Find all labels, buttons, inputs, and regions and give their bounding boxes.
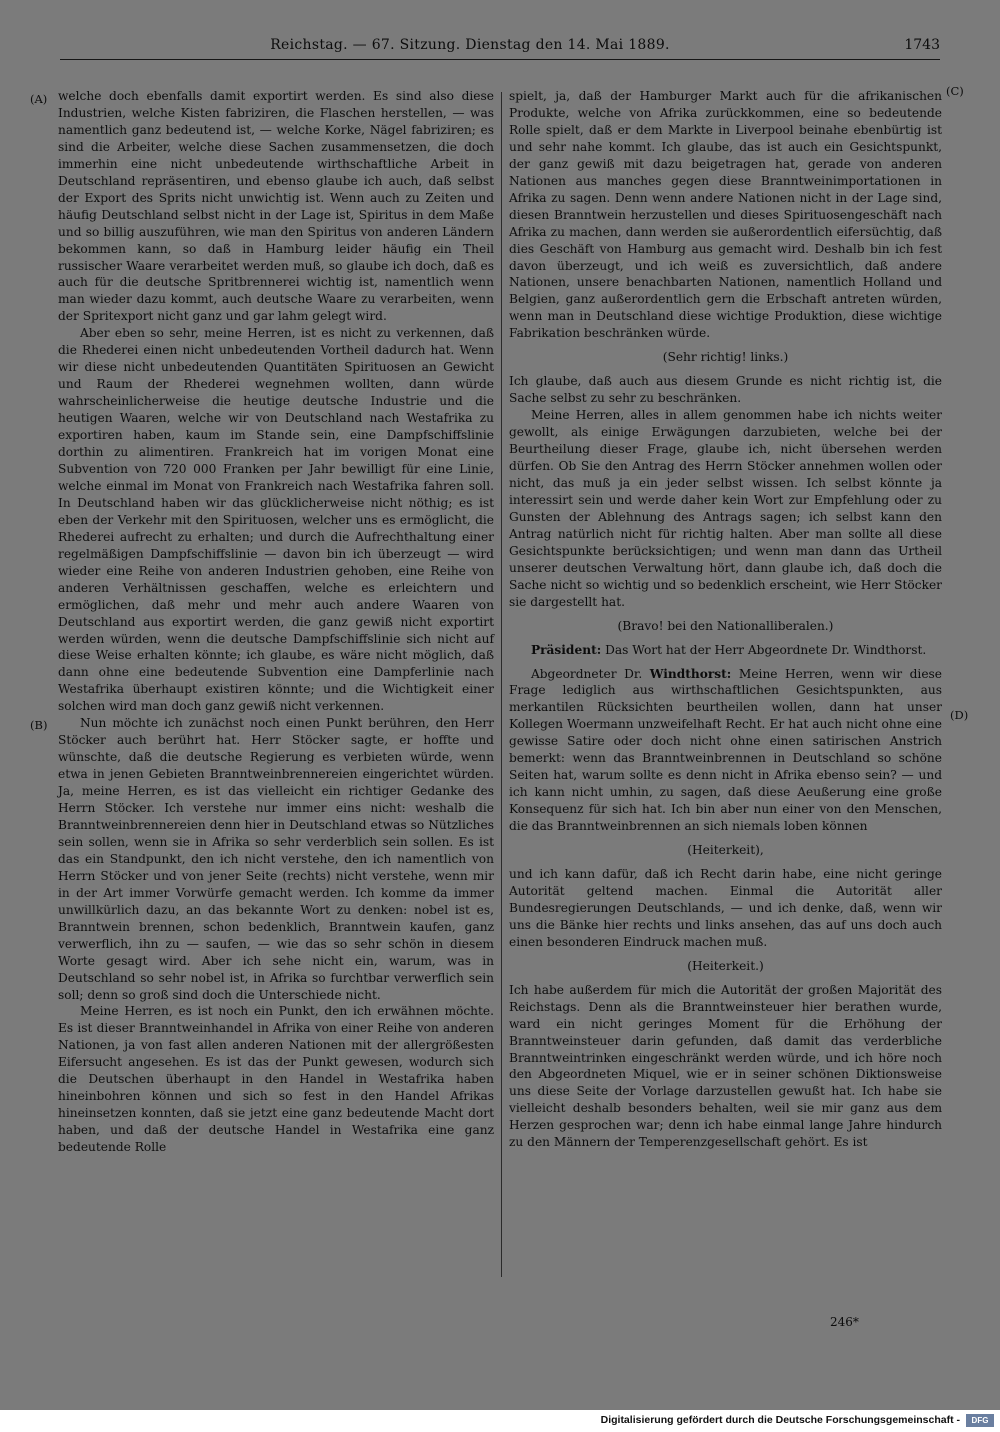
paragraph: spielt, ja, daß der Hamburger Markt auch für die afrikanischen Produkte, welche von Afrika zurückkommen, eine so bedeutende Rolle spielt, daß er dem Markte in Liverpool beinahe ebenbürtig ist und sehr nahe kommt. Ich glaube, das ist auch ein Gesichtspunkt, der ganz gewiß mit dazu beigetragen hat, gerade von anderen Nationen aus manches gegen diese Branntweinimportationen in Afrika zu sagen. Denn wenn andere Nationen nicht in der Lage sind, diesen Branntwein herzustellen und dieses Spirituosengeschäft nach Afrika zu machen, dann werden sie außerordentlich eifersüchtig, daß dies Geschäft von Hamburg aus gemacht wird. Deshalb bin ich fest davon überzeugt, und ich weiß es zuversichtlich, daß andere Nationen, unsere benachbarten Nationen, namentlich Holland und Belgien, ganz außerordentlich gern die Erbschaft antreten würden, wenn man in Deutschland diese wichtige Produktion, diese wichtige Fabrikation beschränken würde. [509, 89, 942, 341]
margin-marker-b: (B) [30, 718, 48, 732]
paragraph: Nun möchte ich zunächst noch einen Punkt berühren, den Herr Stöcker auch berührt hat. Herr Stöcker sagte, er hoffte und wünschte, daß die deutsche Regierung es verbieten würde, wenn etwa in jenen Gebieten Branntweinbrennereien eingerichtet würden. Ja, meine Herren, es ist das vielleicht ein richtiger Gedanke des Herrn Stöcker. Ich verstehe nur immer eins nicht: weshalb die Branntweinbrennereien denn hier in Deutschland etwas so Nützliches sein sollen, wenn sie in Afrika so sehr verderblich sein sollen. Es ist das ein Standpunkt, den ich nicht verstehe, den ich namentlich von Herrn Stöcker und von jener Seite (rechts) nicht verstehe, wenn mir in der Art immer Vorwürfe gemacht werden. Ich komme da immer unwillkürlich dazu, an das bekannte Wort zu denken: nobel ist es, Branntwein brennen, schon bedenklich, Branntwein kaufen, ganz verwerflich, ihn zu — saufen, — wie das so sehr schön in diesem Worte gesagt wird. Aber ich sehe nicht ein, warum, was in Deutschland so sehr nobel ist, in Afrika so furchtbar verwerflich sein soll; denn so groß sind doch die Unterschiede nicht. [58, 716, 494, 1002]
president-statement [509, 642, 942, 659]
header-title: Reichstag. — 67. Sitzung. Dienstag den 14. Mai 1889. [270, 37, 670, 53]
president-text: Das Wort hat der Herr Abgeordnete Dr. Windthorst. [605, 642, 927, 657]
left-column [58, 88, 494, 1156]
speech-text: Meine Herren, wenn wir diese Frage lediglich aus wirthschaftlichen Gesichtspunkten, aus merkantilen Rücksichten beurtheilen wollen, dann hat unser Kollegen Woermann unzweifelhaft Recht. Er hat auch nicht ohne eine gewisse Satire oder doch nicht ohne einen satirischen Anstrich bemerkt: wenn das Branntweinbrennen in Deutschland so schöne Seiten hat, warum sollte es denn nicht in Afrika ebenso sein? — und ich kann nicht umhin, zu sagen, daß diese Aeußerung eine große Konsequenz für sich hat. Ich bin aber nun einer von den Menschen, die das Branntweinbrennen an sich niemals loben können [509, 666, 943, 834]
windthorst-speech [509, 666, 942, 836]
dfg-logo: DFG [966, 1414, 994, 1427]
paragraph: welche doch ebenfalls damit exportirt werden. Es sind also diese Industrien, welche Kisten fabriziren, die Flaschen herstellen, — was namentlich ganz bedeutend ist, — welche Korke, Nägel fabriziren; es sind die Arbeiter, welche diese Sachen zusammensetzen, die doch immerhin eine nicht unbedeutende wirthschaftliche Arbeit in Deutschland repräsentiren, und ebenso glaube ich auch, daß selbst der Export des Sprits nicht unwichtig ist. Wenn auch zu Zeiten und häufig Deutschland selbst nicht in der Lage ist, Spiritus in dem Maße und so billig auszuführen, wie man den Spiritus von anderen Ländern bekommen kann, so daß in Hamburg leider häufig ein Theil russischer Waare verarbeitet werden muß, so glaube ich doch, daß es auch für die deutsche Spritbrennerei wichtig ist, namentlich wenn man wieder dazu kommt, auch deutsche Waare zu verarbeiten, wenn der Spritexport nicht ganz und gar lahm gelegt wird. [58, 89, 494, 324]
paragraph: Meine Herren, es ist noch ein Punkt, den ich erwähnen möchte. Es ist dieser Branntweinhandel in Afrika von einer Reihe von anderen Nationen, ja von fast allen anderen Nationen mit der allergrößesten Eifersucht angesehen. Es ist das der Punkt gewesen, wodurch sich die Deutschen überhaupt in den Handel in Westafrika haben hineinbohren können und sich so fest in den Handel Afrikas hineinsetzen konnten, daß sie jetzt eine ganz bedeutende Macht dort haben, und daß der deutsche Handel in Westafrika eine ganz bedeutende Rolle [58, 1004, 494, 1155]
interjection: (Heiterkeit.) [687, 958, 764, 973]
header-rule [60, 59, 940, 60]
page-number: 1743 [904, 37, 940, 53]
margin-marker-c: (C) [946, 84, 964, 98]
interjection: (Sehr richtig! links.) [662, 350, 789, 365]
margin-marker-d: (D) [950, 708, 969, 722]
margin-marker-a: (A) [30, 92, 48, 106]
page-header [60, 33, 940, 63]
paragraph: und ich kann dafür, daß ich Recht darin habe, eine nicht geringe Autorität geltend machen. Einmal die Autorität aller Bundesregierungen Deutschlands, — und ich denke, daß, wenn wir uns die Bänke hier rechts und links ansehen, das auf uns doch auch einen besonderen Eindruck machen muß. [509, 866, 942, 949]
paragraph: Ich glaube, daß auch aus diesem Grunde es nicht richtig ist, die Sache selbst zu sehr zu beschränken. [509, 374, 942, 406]
paragraph: Aber eben so sehr, meine Herren, ist es nicht zu verkennen, daß die Rhederei einen nicht unbedeutenden Vortheil dadurch hat. Wenn wir diese nicht unbedeutenden Quantitäten Spirituosen an Gewicht und Raum der Rhederei wegnehmen wollten, dann würde wahrscheinlicherweise die heutige deutsche Industrie und die heutigen Waaren, welche wir von Deutschland nach Westafrika zu exportiren haben, kaum im Stande sein, eine Dampfschiffslinie dorthin zu alimentiren. Frankreich hat im vorigen Monat eine Subvention von 720 000 Franken per Jahr bewilligt für eine Linie, welche einmal im Monat von Frankreich nach Westafrika fahren soll. In Deutschland haben wir das glücklicherweise nicht nöthig; es ist eben der Verkehr mit den Spirituosen, welcher uns es ermöglicht, die Rhederei aufrecht zu erhalten; und durch die Aufrechthaltung einer regelmäßigen Dampfschiffslinie — davon bin ich überzeugt — wird wieder eine Reihe von anderen Industrien gehoben, eine Reihe von anderen Verhältnissen geschaffen, welche es erleichtern und ermöglichen, daß mehr und mehr auch andere Waaren von Deutschland aus exportirt werden, die ganz gewiß nicht exportirt werden würden, wenn die deutsche Dampfschiffslinie sich nicht auf diese Weise erhalten könnte; ich glaube, es wäre nicht möglich, daß dann ohne eine bedeutende Subvention eine Dampferlinie nach Westafrika überhaupt existiren könnte; und die Wichtigkeit einer solchen wird man doch ganz gewiß nicht verkennen. [58, 326, 494, 714]
speaker-prefix: Abgeordneter Dr. [530, 666, 643, 681]
footer-credit: Digitalisierung gefördert durch die Deutsche Forschungsgemeinschaft - [600, 1414, 960, 1426]
paragraph: Ich habe außerdem für mich die Autorität der großen Majorität des Reichstags. Denn als die Branntweinsteuer hier berathen wurde, ward ein nicht geringes Moment für die Erhöhung der Branntweinsteuer darin gefunden, daß damit das verderbliche Branntweintrinken eingeschränkt werden würde, und ich höre noch den Abgeordneten Miquel, wie er in seiner schönen Diktionsweise uns diese Seite der Vorlage darzustellen gewußt hat. Ich habe sie vielleicht deshalb besonders behalten, weil sie mir ganz aus dem Herzen gesprochen war; denn ich habe einmal lange Jahre hindurch zu den Männern der Temperenzgesellschaft gehört. Es ist [509, 982, 942, 1150]
right-column [509, 88, 942, 1151]
signature-mark: 246* [830, 1315, 859, 1329]
paragraph: Meine Herren, alles in allem genommen habe ich nichts weiter gewollt, als einige Erwägungen darzubieten, welche bei der Beurtheilung dieser Frage, glaube ich, nicht übersehen werden dürfen. Ob Sie den Antrag des Herrn Stöcker annehmen wollen oder nicht, das muß ja ein jeder selbst wissen. Ich selbst könnte ja interessirt sein und werde daher kein Wort zur Empfehlung oder zu Gunsten der Ablehnung des Antrags sagen; ich selbst kann den Antrag natürlich nicht für richtig halten. Aber man sollte all diese Gesichtspunkte berücksichtigen; und wenn man dann das Urtheil unserer deutschen Verwaltung hört, dann glaube ich, daß doch die Sache nicht so wichtig und so bedenklich erscheint, wie Herr Stöcker sie dargestellt hat. [509, 408, 942, 609]
president-label: Präsident: [530, 642, 602, 657]
column-divider [501, 92, 502, 1277]
interjection: (Heiterkeit), [687, 843, 764, 858]
interjection: (Bravo! bei den Nationalliberalen.) [617, 618, 834, 633]
speaker-name: Windthorst: [649, 666, 732, 681]
footer-bar [0, 1410, 1000, 1432]
